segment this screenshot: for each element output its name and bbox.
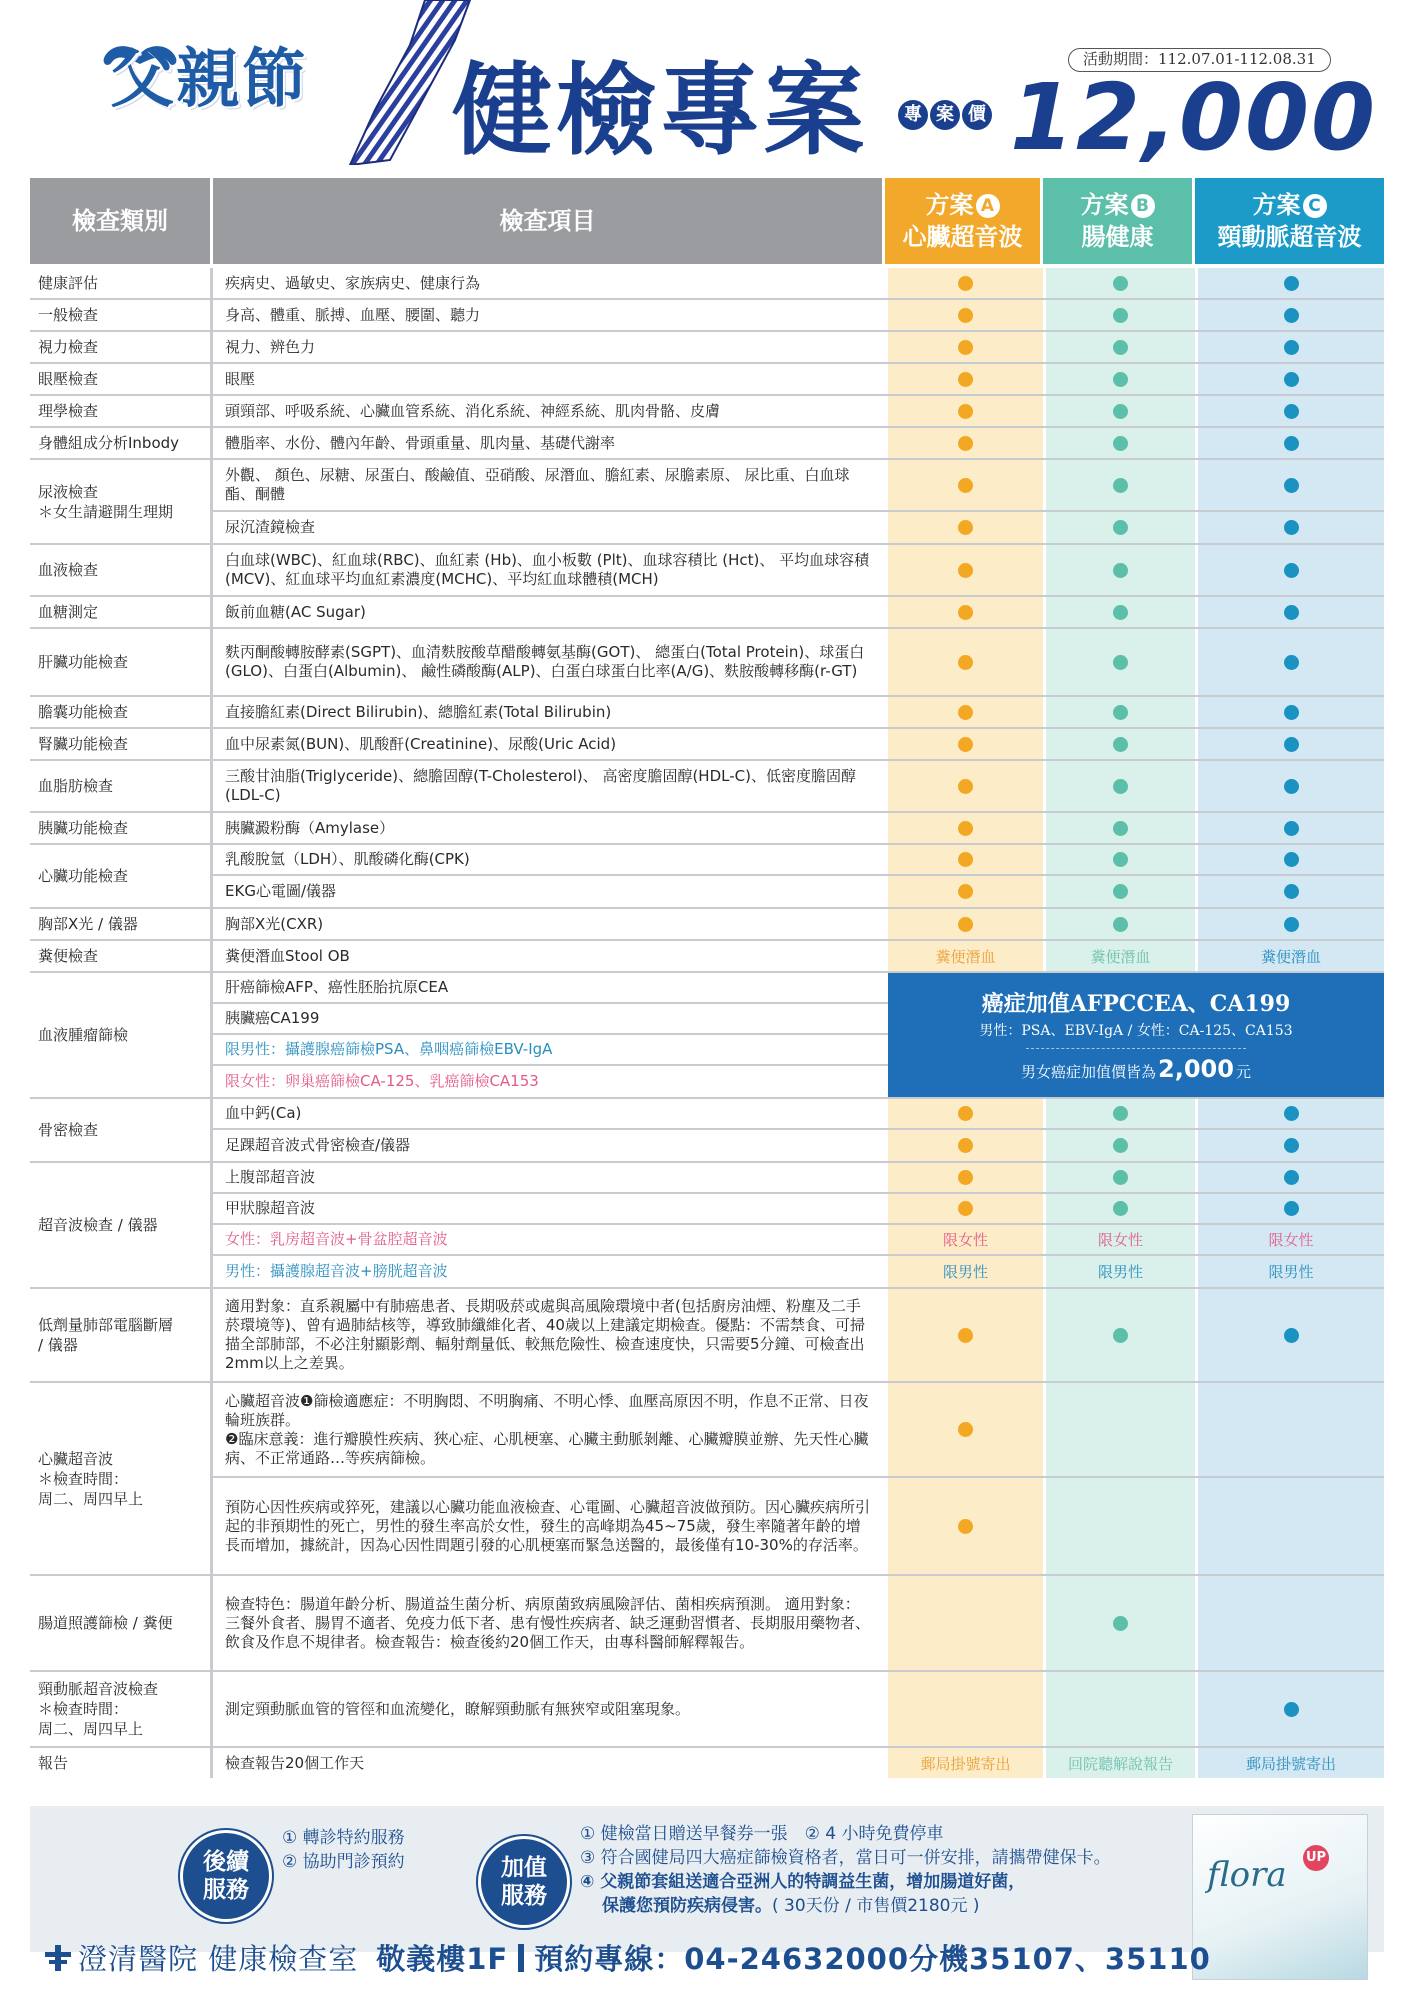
table-row-group <box>30 460 1384 545</box>
plan-a-included-dot <box>958 821 973 836</box>
row-category: 血液腫瘤篩檢 <box>30 973 213 1097</box>
row-category: 血脂肪檢查 <box>30 761 213 811</box>
row-item: 體脂率、水份、體內年齡、骨頭重量、肌肉量、基礎代謝率 <box>225 433 616 452</box>
plan-a-prefix: 方案 <box>925 191 974 219</box>
contact-line <box>44 1937 1211 1978</box>
plan-a-included-dot <box>958 1519 973 1534</box>
row-category: 超音波檢查 / 儀器 <box>30 1163 213 1287</box>
row-item: 女性：乳房超音波+骨盆腔超音波 <box>225 1230 448 1248</box>
value-added-service-list <box>580 1822 1111 1918</box>
table-row-group <box>30 1383 1384 1576</box>
plan-b-report-method: 回院聽解說報告 <box>1067 1754 1173 1773</box>
plan-b-included-dot <box>1113 436 1128 451</box>
row-item: 限女性：卵巢癌篩檢CA-125、乳癌篩檢CA153 <box>225 1072 539 1090</box>
plan-a-included-dot <box>958 737 973 752</box>
plan-b-included-dot <box>1113 917 1128 932</box>
plan-c-included-dot <box>1284 1328 1299 1343</box>
row-category: 視力檢查 <box>30 332 213 362</box>
header <box>0 0 1414 170</box>
plan-c-included-dot <box>1284 1170 1299 1185</box>
service-item-note: ( 30天份 / 市售價2180元 ) <box>772 1896 980 1916</box>
cancer-addon-title: 癌症加值AFPCCEA、CA199 <box>981 991 1291 1017</box>
plan-b-included-dot <box>1113 852 1128 867</box>
plan-a-included-dot <box>958 1138 973 1153</box>
plan-c-included-dot <box>1284 705 1299 720</box>
plan-c-included-dot <box>1284 372 1299 387</box>
row-category: 胸部X光 / 儀器 <box>30 909 213 939</box>
row-item: 測定頸動脈血管的管徑和血流變化，瞭解頸動脈有無狹窄或阻塞現象。 <box>225 1699 691 1718</box>
product-badge: UP <box>1303 1845 1329 1871</box>
fathers-day-title: 父親節 <box>110 43 308 117</box>
row-item: 男性：攝護腺超音波+膀胱超音波 <box>225 1262 448 1280</box>
row-item: 頭頸部、呼吸系統、心臟血管系統、消化系統、神經系統、肌肉骨骼、皮膚 <box>225 401 721 420</box>
table-row <box>213 1099 1384 1130</box>
row-category: 健康評估 <box>30 268 213 298</box>
row-item: 疾病史、過敏史、家族病史、健康行為 <box>225 273 481 292</box>
plan-a-included-dot <box>958 436 973 451</box>
row-item: 甲狀腺超音波 <box>225 1199 316 1217</box>
plan-c-included-dot <box>1284 884 1299 899</box>
plan-c-included-dot <box>1284 404 1299 419</box>
plan-a-included-dot <box>958 779 973 794</box>
plan-a-included-dot <box>958 1328 973 1343</box>
table-header-row <box>30 178 1384 264</box>
plan-c-included-dot <box>1284 308 1299 323</box>
plan-a-included-dot <box>958 276 973 291</box>
header-plan-c <box>1195 178 1384 264</box>
price-label-char: 價 <box>962 100 992 130</box>
price-label <box>898 100 992 130</box>
row-item: 檢查報告20個工作天 <box>225 1753 365 1772</box>
table-row <box>30 364 1384 396</box>
row-category: 腎臟功能檢查 <box>30 729 213 759</box>
row-item: 外觀、 顏色、尿糖、尿蛋白、酸鹼值、亞硝酸、尿潛血、膽紅素、尿膽素原、 尿比重、白血球酯、酮體 <box>225 466 850 503</box>
table-row <box>30 729 1384 761</box>
plan-a-included-dot <box>958 404 973 419</box>
header-plan-a <box>885 178 1043 264</box>
table-row <box>30 1748 1384 1778</box>
plan-a-included-dot <box>958 308 973 323</box>
table-row <box>30 813 1384 845</box>
plan-b-included-dot <box>1113 884 1128 899</box>
table-row <box>30 697 1384 729</box>
reservation-phone: 預約專線：04-24632000分機35107、35110 <box>534 1942 1211 1976</box>
row-category: 頸動脈超音波檢查 ＊檢查時間： 周二、周四早上 <box>30 1672 213 1746</box>
table-row <box>30 300 1384 332</box>
plan-b-included-dot <box>1113 1328 1128 1343</box>
price-label-char: 案 <box>930 100 960 130</box>
service-item: ③ 符合國健局四大癌症篩檢資格者，當日可一併安排，請攜帶健保卡。 <box>580 1848 1111 1868</box>
plan-c-included-dot <box>1284 1702 1299 1717</box>
plan-b-included-dot <box>1113 1201 1128 1216</box>
row-item: 直接膽紅素(Direct Bilirubin)、總膽紅素(Total Bilirubin) <box>225 702 612 721</box>
row-item: 心臟超音波❶篩檢適應症：不明胸悶、不明胸痛、不明心悸、血壓高原因不明，作息不正常、日夜輪班族群。 ❷臨床意義：進行瓣膜性疾病、狹心症、心肌梗塞、心臟主動脈剝離、心臟瓣膜並辦、先天性心臟病、不正常通路…等疾病篩檢。 <box>225 1391 869 1467</box>
plan-a-report-method: 郵局掛號寄出 <box>920 1754 1011 1773</box>
plan-a-included-dot <box>958 705 973 720</box>
row-item: 三酸甘油脂(Triglyceride)、總膽固醇(T-Cholesterol)、 高密度膽固醇(HDL-C)、低密度膽固醇(LDL-C) <box>225 767 856 804</box>
plan-a-letter: A <box>976 194 1000 218</box>
table-row <box>213 1478 1384 1574</box>
plan-c-male-only: 限男性 <box>1268 1263 1314 1281</box>
table-row <box>30 545 1384 597</box>
plan-a-included-dot <box>958 563 973 578</box>
plan-a-included-dot <box>958 884 973 899</box>
service-item: 保護您預防疾病侵害。 <box>602 1896 772 1916</box>
hospital-name: 澄清醫院 健康檢查室 <box>78 1942 359 1976</box>
table-row <box>213 876 1384 907</box>
plan-b-included-dot <box>1113 276 1128 291</box>
plan-b-included-dot <box>1113 1616 1128 1631</box>
plan-a-included-dot <box>958 1106 973 1121</box>
plan-a-female-only: 限女性 <box>942 1231 988 1249</box>
row-item: 上腹部超音波 <box>225 1168 316 1186</box>
row-item: 預防心因性疾病或猝死，建議以心臟功能血液檢查、心電圖、心臟超音波做預防。因心臟疾病所引起的非預期性的死亡，男性的發生率高於女性，發生的高峰期為45~75歲，發生率隨著年齡的增長而增加，據統計，因為心因性問題引發的心肌梗塞而緊急送醫的，最後僅有10-30%的存活率。 <box>225 1497 871 1554</box>
table-row <box>213 512 1384 543</box>
plan-c-included-dot <box>1284 917 1299 932</box>
divider <box>1026 1048 1246 1049</box>
table-row <box>30 1289 1384 1383</box>
row-item: 適用對象：直系親屬中有肺癌患者、長期吸菸或處與高風險環境中者(包括廚房油煙、粉塵及二手菸環境等)、曾有過肺結核等，導致肺纖維化者、40歲以上建議定期檢查。優點：不需禁食、可掃描全部肺部，不必注射顯影劑、輻射劑量低、較無危險性、檢查速度快，只需要5分鐘、可檢查出2mm以上之差異。 <box>225 1297 865 1372</box>
table-row <box>30 761 1384 813</box>
table-row <box>30 332 1384 364</box>
row-item: EKG心電圖/儀器 <box>225 882 336 900</box>
plan-b-included-dot <box>1113 1170 1128 1185</box>
row-item: 血中鈣(Ca) <box>225 1104 302 1122</box>
row-category: 身體組成分析Inbody <box>30 428 213 458</box>
service-item: ② 協助門診預約 <box>282 1852 405 1872</box>
plan-b-included-dot <box>1113 404 1128 419</box>
value-added-service-badge: 加值 服務 <box>478 1836 570 1928</box>
plan-c-included-dot <box>1284 655 1299 670</box>
table-row <box>30 629 1384 697</box>
table-row <box>30 1672 1384 1748</box>
row-item: 足踝超音波式骨密檢查/儀器 <box>225 1136 411 1154</box>
table-row-group <box>30 1099 1384 1163</box>
plan-b-included-dot <box>1113 1138 1128 1153</box>
price-label-char: 專 <box>898 100 928 130</box>
row-item: 白血球(WBC)、紅血球(RBC)、血紅素 (Hb)、血小板數 (Plt)、血球容積比 (Hct)、 平均血球容積(MCV)、紅血球平均血紅素濃度(MCHC)、平均紅血球體積(MCH) <box>225 551 870 588</box>
row-item: 麩丙酮酸轉胺酵素(SGPT)、血清麩胺酸草醋酸轉氨基酶(GOT)、 總蛋白(Total Protein)、球蛋白(GLO)、白蛋白(Albumin)、 鹼性磷酸酶(ALP)、白蛋白球蛋白比率(A/G)、麩胺酸轉移酶(r-GT) <box>225 643 865 680</box>
plan-c-mark: 糞便潛血 <box>1260 947 1321 966</box>
table-row-group <box>30 845 1384 909</box>
table-row-group <box>30 973 1384 1099</box>
plan-c-female-only: 限女性 <box>1268 1231 1314 1249</box>
plan-b-male-only: 限男性 <box>1097 1263 1143 1281</box>
plan-b-prefix: 方案 <box>1080 191 1129 219</box>
row-category: 低劑量肺部電腦斷層 / 儀器 <box>30 1289 213 1381</box>
table-row <box>30 1576 1384 1672</box>
probiotic-product-image <box>1192 1814 1368 1980</box>
plan-b-included-dot <box>1113 520 1128 535</box>
plan-a-included-dot <box>958 605 973 620</box>
plan-c-included-dot <box>1284 737 1299 752</box>
cancer-addon-price-prefix: 男女癌症加值價皆為 <box>1021 1063 1157 1081</box>
cancer-addon-sub: 男性：PSA、EBV-IgA / 女性：CA-125、CA153 <box>979 1023 1293 1039</box>
table-row <box>30 428 1384 460</box>
plan-c-included-dot <box>1284 852 1299 867</box>
plan-c-included-dot <box>1284 605 1299 620</box>
header-plan-b <box>1043 178 1195 264</box>
plan-c-included-dot <box>1284 276 1299 291</box>
row-item: 身高、體重、脈搏、血壓、腰圍、聽力 <box>225 305 481 324</box>
row-category: 尿液檢查 ＊女生請避開生理期 <box>30 460 213 543</box>
row-category: 眼壓檢查 <box>30 364 213 394</box>
plan-a-included-dot <box>958 852 973 867</box>
plan-a-male-only: 限男性 <box>942 1263 988 1281</box>
row-category: 肝臟功能檢查 <box>30 629 213 695</box>
row-item: 胸部X光(CXR) <box>225 914 324 933</box>
plan-c-included-dot <box>1284 436 1299 451</box>
follow-up-service-badge: 後續 服務 <box>180 1830 272 1922</box>
plan-c-included-dot <box>1284 520 1299 535</box>
header-category: 檢查類別 <box>30 178 213 264</box>
cancer-addon-price <box>1021 1055 1251 1083</box>
plan-b-female-only: 限女性 <box>1097 1231 1143 1249</box>
row-item: 血中尿素氮(BUN)、肌酸酐(Creatinine)、尿酸(Uric Acid) <box>225 734 617 753</box>
row-item: 糞便潛血Stool OB <box>225 946 350 965</box>
table-row <box>30 597 1384 629</box>
table-row <box>30 941 1384 973</box>
row-category: 一般檢查 <box>30 300 213 330</box>
row-item: 胰臟癌CA199 <box>225 1009 320 1027</box>
row-item: 視力、辨色力 <box>225 337 316 356</box>
plan-b-included-dot <box>1113 705 1128 720</box>
plan-a-included-dot <box>958 520 973 535</box>
table-row <box>30 268 1384 300</box>
plan-b-included-dot <box>1113 779 1128 794</box>
plan-a-included-dot <box>958 1201 973 1216</box>
header-item: 檢查項目 <box>213 178 885 264</box>
row-category: 理學檢查 <box>30 396 213 426</box>
plan-c-included-dot <box>1284 340 1299 355</box>
plan-b-mark: 糞便潛血 <box>1090 947 1151 966</box>
hospital-logo-icon <box>44 1944 72 1972</box>
row-item: 限男性：攝護腺癌篩檢PSA、鼻咽癌篩檢EBV-IgA <box>225 1040 553 1058</box>
table-row <box>30 396 1384 428</box>
plan-a-included-dot <box>958 1170 973 1185</box>
service-item: ① 轉診特約服務 <box>282 1828 405 1848</box>
plan-a-included-dot <box>958 1422 973 1437</box>
row-category: 胰臟功能檢查 <box>30 813 213 843</box>
plan-a-name: 心臟超音波 <box>902 223 1023 251</box>
location: 敬義樓1F <box>376 1942 509 1976</box>
table-row <box>213 1163 1384 1194</box>
row-category: 腸道照護篩檢 / 糞便 <box>30 1576 213 1670</box>
plan-c-prefix: 方案 <box>1252 191 1301 219</box>
row-item: 肝癌篩檢AFP、癌性胚胎抗原CEA <box>225 978 449 996</box>
campaign-period: 活動期間：112.07.01-112.08.31 <box>1068 48 1331 72</box>
plan-c-included-dot <box>1284 1201 1299 1216</box>
table-body <box>30 268 1384 1778</box>
plan-b-included-dot <box>1113 1106 1128 1121</box>
row-item: 胰臟澱粉酶（Amylase） <box>225 818 395 837</box>
plan-b-name: 腸健康 <box>1081 223 1154 251</box>
table-row <box>213 460 1384 512</box>
row-category: 報告 <box>30 1748 213 1778</box>
table-row <box>213 845 1384 876</box>
plan-a-included-dot <box>958 917 973 932</box>
plan-a-included-dot <box>958 478 973 493</box>
plan-b-included-dot <box>1113 372 1128 387</box>
plan-c-letter: C <box>1303 194 1327 218</box>
service-item: ① 健檢當日贈送早餐券一張 ② 4 小時免費停車 <box>580 1824 944 1844</box>
cancer-addon-box <box>888 973 1384 1097</box>
row-item: 尿沉渣鏡檢查 <box>225 518 316 536</box>
row-category: 血液檢查 <box>30 545 213 595</box>
plan-b-letter: B <box>1131 194 1155 218</box>
plan-c-included-dot <box>1284 1138 1299 1153</box>
divider <box>518 1944 524 1972</box>
plan-a-included-dot <box>958 372 973 387</box>
plan-b-included-dot <box>1113 308 1128 323</box>
service-item: ④ 父親節套組送適合亞洲人的特調益生菌，增加腸道好菌， <box>580 1872 1026 1892</box>
plan-a-mark: 糞便潛血 <box>935 947 996 966</box>
plan-b-included-dot <box>1113 605 1128 620</box>
plan-c-included-dot <box>1284 821 1299 836</box>
row-category: 膽囊功能檢查 <box>30 697 213 727</box>
product-brand: flora <box>1207 1855 1287 1895</box>
table-row <box>213 1194 1384 1225</box>
main-title: 健檢專案 <box>452 52 868 169</box>
plan-c-included-dot <box>1284 1106 1299 1121</box>
plan-c-report-method: 郵局掛號寄出 <box>1245 1754 1336 1773</box>
plan-b-included-dot <box>1113 737 1128 752</box>
row-item: 飯前血糖(AC Sugar) <box>225 602 366 621</box>
row-item: 乳酸脫氫（LDH）、肌酸磷化酶(CPK) <box>225 850 470 868</box>
plan-b-included-dot <box>1113 478 1128 493</box>
plan-b-included-dot <box>1113 563 1128 578</box>
plan-b-included-dot <box>1113 821 1128 836</box>
row-category: 心臟超音波 ＊檢查時間： 周二、周四早上 <box>30 1383 213 1574</box>
plan-c-included-dot <box>1284 779 1299 794</box>
plan-a-included-dot <box>958 340 973 355</box>
row-category: 糞便檢查 <box>30 941 213 971</box>
cancer-addon-price-suffix: 元 <box>1235 1063 1251 1081</box>
table-row <box>213 1383 1384 1478</box>
plan-c-included-dot <box>1284 563 1299 578</box>
table-row <box>30 909 1384 941</box>
checkup-table <box>30 178 1384 1778</box>
plan-a-included-dot <box>958 655 973 670</box>
plan-c-name: 頸動脈超音波 <box>1217 223 1362 251</box>
row-category: 血糖測定 <box>30 597 213 627</box>
table-row-group <box>30 1163 1384 1289</box>
row-category: 心臟功能檢查 <box>30 845 213 907</box>
table-row <box>213 1256 1384 1287</box>
cancer-addon-price-value: 2,000 <box>1158 1055 1234 1083</box>
package-price: 12,000 <box>1010 64 1378 171</box>
follow-up-service-list <box>282 1826 405 1874</box>
row-item: 眼壓 <box>225 369 256 388</box>
table-row <box>213 1225 1384 1256</box>
row-item: 檢查特色：腸道年齡分析、腸道益生菌分析、病原菌致病風險評估、菌相疾病預測。 適用對象：三餐外食者、腸胃不適者、免疫力低下者、患有慢性疾病者、缺乏運動習慣者、長期服用藥物者、飲食及作息不規律者。檢查報告：檢查後約20個工作天，由專科醫師解釋報告。 <box>225 1594 871 1651</box>
plan-c-included-dot <box>1284 478 1299 493</box>
plan-b-included-dot <box>1113 655 1128 670</box>
table-row <box>213 1130 1384 1161</box>
plan-b-included-dot <box>1113 340 1128 355</box>
row-category: 骨密檢查 <box>30 1099 213 1161</box>
